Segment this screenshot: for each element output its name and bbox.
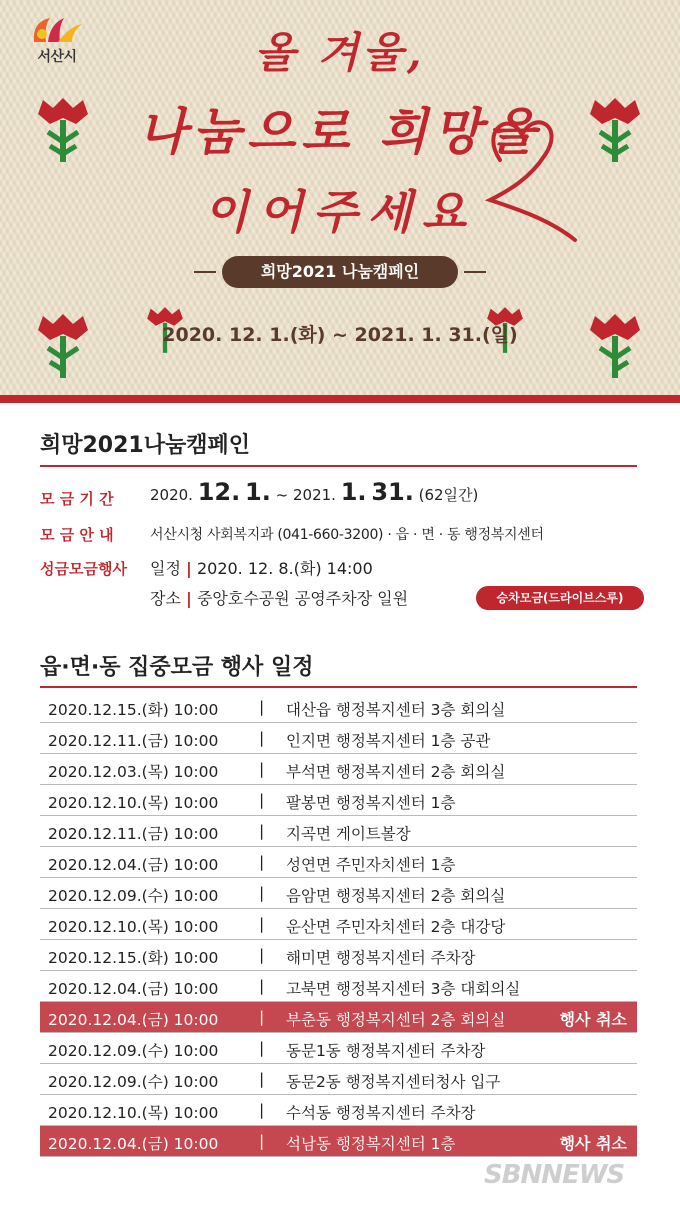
row-date: 2020.12.10.(목) 10:00 (48, 794, 219, 812)
venue-value: 중앙호수공원 공영주차장 일원 (196, 589, 409, 608)
table-row (40, 785, 637, 816)
row-place: 석남동 행정복지센터 1층 (286, 1135, 456, 1153)
row-separator: | (259, 1101, 265, 1119)
row-separator: | (259, 884, 265, 902)
period-part: 12. (197, 478, 241, 506)
row-place: 동문1동 행정복지센터 주차장 (286, 1042, 486, 1060)
row-date: 2020.12.11.(금) 10:00 (48, 732, 219, 750)
banner-divider (0, 395, 680, 403)
watermark: SBNNEWS (484, 1160, 625, 1190)
guide-label: 모 금 안 내 (40, 526, 114, 544)
section-divider (40, 465, 637, 467)
table-row (40, 1002, 637, 1033)
row-place: 운산면 주민자치센터 2층 대강당 (286, 918, 506, 936)
event-venue (150, 586, 408, 609)
table-row (40, 754, 637, 785)
row-separator: | (259, 1039, 265, 1057)
row-place: 음암면 행정복지센터 2층 회의실 (286, 887, 506, 905)
period-part: ~ 2021. (275, 486, 336, 504)
logo-text: 서산시 (37, 49, 77, 65)
schedule-table (40, 692, 637, 1157)
row-separator: | (259, 977, 265, 995)
row-note: 행사 취소 (559, 1134, 627, 1153)
row-date: 2020.12.03.(목) 10:00 (48, 763, 219, 781)
row-separator: | (259, 760, 265, 778)
table-row (40, 971, 637, 1002)
table-row (40, 1033, 637, 1064)
table-row (40, 1064, 637, 1095)
table-row (40, 1126, 637, 1157)
table-row (40, 723, 637, 754)
schedule-value: 2020. 12. 8.(화) 14:00 (196, 559, 373, 578)
row-place: 고북면 행정복지센터 3층 대회의실 (286, 980, 521, 998)
table-row (40, 909, 637, 940)
row-place: 성연면 주민자치센터 1층 (286, 856, 456, 874)
table-row (40, 878, 637, 909)
section-title-schedule: 읍·면·동 집중모금 행사 일정 (40, 655, 314, 680)
campaign-date: 2020. 12. 1.(화) ~ 2021. 1. 31.(일) (162, 324, 518, 346)
event-schedule (150, 556, 373, 579)
schedule-key: 일정 (150, 559, 181, 578)
row-separator: | (259, 698, 265, 716)
guide-value: 서산시청 사회복지과 (041-660-3200) · 읍 · 면 · 동 행정복지센터 (150, 527, 544, 543)
row-place: 해미면 행정복지센터 주차장 (286, 949, 476, 967)
separator-bar: | (186, 559, 192, 578)
row-separator: | (259, 946, 265, 964)
section-divider (40, 686, 637, 688)
row-separator: | (259, 1132, 265, 1150)
campaign-banner (0, 0, 680, 395)
row-date: 2020.12.15.(화) 10:00 (48, 701, 219, 719)
row-date: 2020.12.09.(수) 10:00 (48, 1042, 219, 1060)
headline-line-3: 이어주세요 (203, 185, 477, 239)
table-row (40, 816, 637, 847)
row-place: 수석동 행정복지센터 주차장 (286, 1104, 476, 1122)
event-label: 성금모금행사 (40, 560, 127, 578)
period-part: 1. (245, 478, 271, 506)
row-date: 2020.12.09.(수) 10:00 (48, 1073, 219, 1091)
drive-through-badge: 승차모금(드라이브스루) (476, 586, 644, 610)
row-date: 2020.12.04.(금) 10:00 (48, 1011, 219, 1029)
row-date: 2020.12.04.(금) 10:00 (48, 980, 219, 998)
row-place: 지곡면 게이트볼장 (286, 825, 411, 843)
section-title-campaign: 희망2021나눔캠페인 (40, 433, 250, 458)
separator-bar: | (186, 589, 192, 608)
row-place: 팔봉면 행정복지센터 1층 (286, 794, 456, 812)
row-place: 인지면 행정복지센터 1층 공관 (286, 732, 491, 750)
row-date: 2020.12.15.(화) 10:00 (48, 949, 219, 967)
row-separator: | (259, 1008, 265, 1026)
row-note: 행사 취소 (559, 1010, 627, 1029)
venue-key: 장소 (150, 589, 181, 608)
row-date: 2020.12.04.(금) 10:00 (48, 856, 219, 874)
period-label: 모 금 기 간 (40, 490, 114, 508)
row-date: 2020.12.10.(목) 10:00 (48, 1104, 219, 1122)
row-place: 대산읍 행정복지센터 3층 회의실 (286, 701, 506, 719)
row-separator: | (259, 729, 265, 747)
table-row (40, 692, 637, 723)
row-date: 2020.12.10.(목) 10:00 (48, 918, 219, 936)
headline-line-1: 올 겨울, (254, 28, 426, 77)
row-separator: | (259, 915, 265, 933)
row-separator: | (259, 791, 265, 809)
table-row (40, 940, 637, 971)
campaign-pill: 희망2021 나눔캠페인 (222, 256, 458, 288)
row-date: 2020.12.11.(금) 10:00 (48, 825, 219, 843)
heart-thread-icon (460, 100, 580, 250)
row-place: 부석면 행정복지센터 2층 회의실 (286, 763, 506, 781)
period-part: 2020. (150, 486, 193, 504)
row-date: 2020.12.04.(금) 10:00 (48, 1135, 219, 1153)
row-separator: | (259, 1070, 265, 1088)
table-row (40, 847, 637, 878)
period-part: 31. (371, 478, 414, 506)
row-place: 부춘동 행정복지센터 2층 회의실 (286, 1011, 506, 1029)
headline-line-2: 나눔으로 희망을 (138, 102, 542, 161)
row-place: 동문2동 행정복지센터청사 입구 (286, 1073, 501, 1091)
row-date: 2020.12.09.(수) 10:00 (48, 887, 219, 905)
row-separator: | (259, 822, 265, 840)
period-value (150, 478, 478, 506)
table-row (40, 1095, 637, 1126)
period-part: 1. (340, 478, 367, 506)
row-separator: | (259, 853, 265, 871)
period-part: (62일간) (418, 486, 479, 504)
